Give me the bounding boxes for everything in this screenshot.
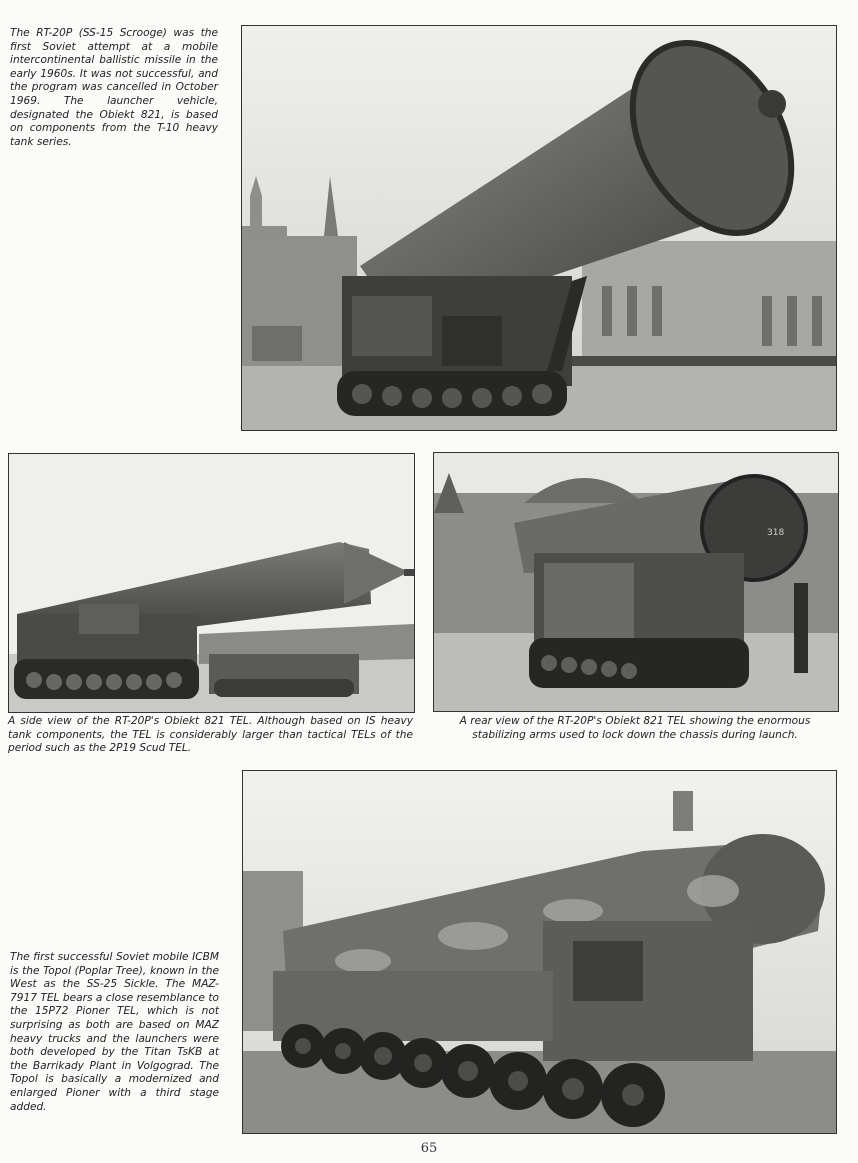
photo-rt20p-front-view xyxy=(241,25,837,431)
caption-side-view: A side view of the RT-20P's Obiekt 821 TEL. Although based on IS heavy tank components, the TEL is considerably larger than tactical TELs of the period such as the 2P19 Scud TEL. xyxy=(8,715,413,755)
caption-rt20p-intro: The RT-20P (SS-15 Scrooge) was the first Soviet attempt at a mobile intercontinental ballistic missile in the early 1960s. It was not successful, and the program was cancelled in October 1969. The launcher vehicle, designated the Obiekt 821, is based on components from the T-10 heavy tank series. xyxy=(10,27,218,148)
photo-rt20p-rear-view xyxy=(433,452,839,712)
photo-rt20p-side-view xyxy=(8,453,415,713)
caption-topol: The first successful Soviet mobile ICBM is the Topol (Poplar Tree), known in the West as the SS-25 Sickle. The MAZ-7917 TEL bears a close resemblance to the 15P72 Pioner TEL, which is not surprising as both are based on MAZ heavy trucks and the launchers were both developed by the Titan TsKB at the Barrikady Plant in Volgograd. The Topol is basically a modernized and enlarged Pioner with a third stage added. xyxy=(10,951,219,1113)
rear-number-marking: 318 xyxy=(767,528,785,538)
photo-topol-tel xyxy=(242,770,837,1134)
caption-rear-view: A rear view of the RT-20P's Obiekt 821 TEL showing the enormous stabilizing arms used to lock down the chassis during launch. xyxy=(459,715,811,741)
page-number: 65 xyxy=(420,1141,438,1156)
